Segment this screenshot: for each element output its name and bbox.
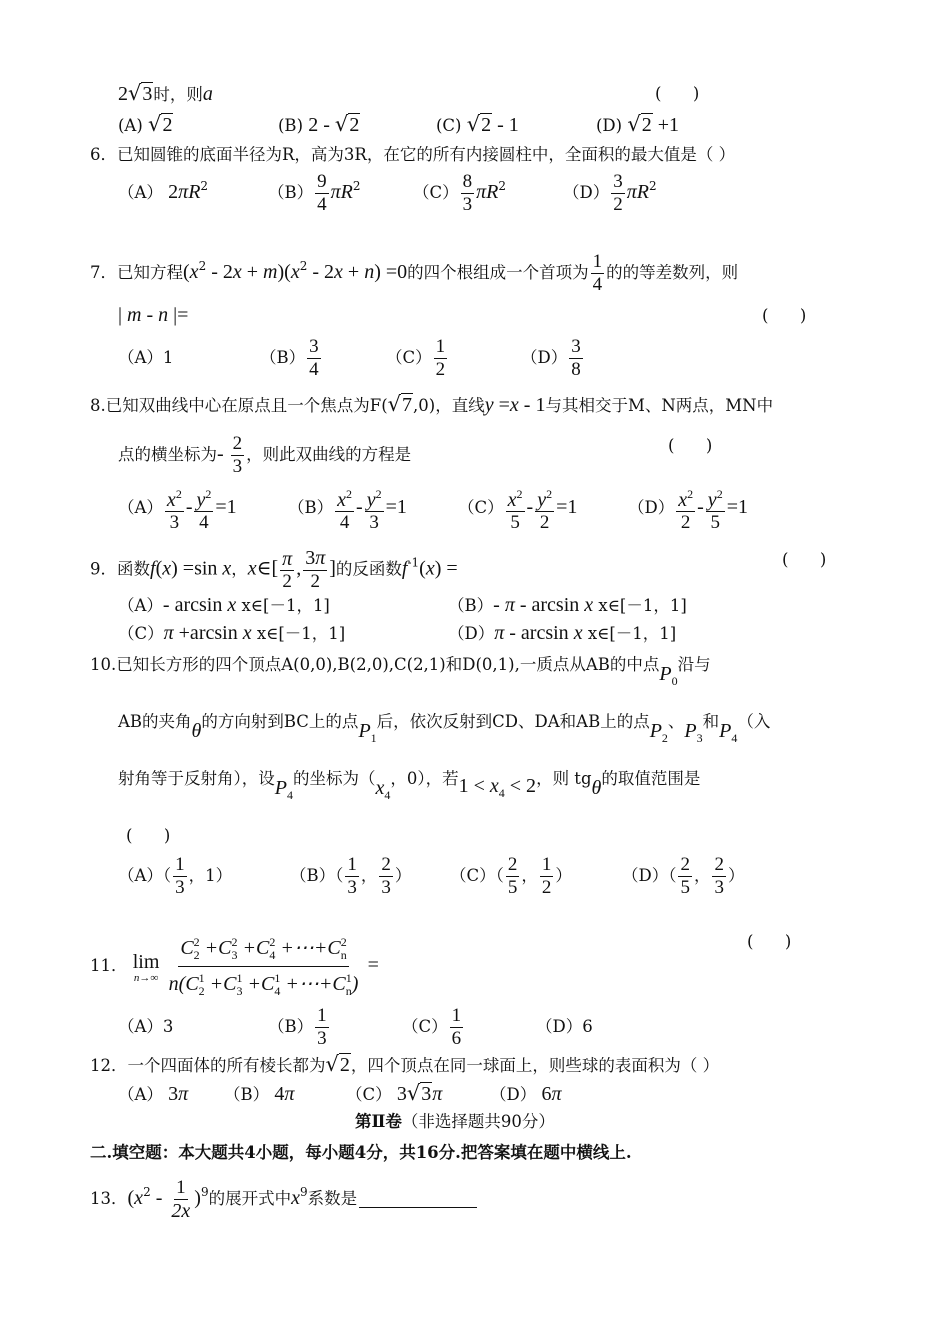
q9-options-row1: （A）- arcsin x x∈[－1，1] （B）- π - arcsin x x∈[－1，1] [118, 594, 687, 616]
q8-stem-2: 点的横坐标为- $\frac{2}{3}$ ，则此双曲线的方程是 [118, 433, 412, 477]
q5-option-c: (C) [436, 116, 462, 135]
q13-stem: 13．($x^2$ - $\frac{1}{2x}$ )$^9$的展开式中$x^9$系数是 [90, 1178, 477, 1221]
q11-options: （A）3 （B） $\frac{1}{3}$ （C） $\frac{1}{6}$ （D）6 [118, 1005, 593, 1049]
q11-stem: 11． lim n→∞ $\frac{C_2^2 +C_3^2 +C_4^2 +\cdots+C_n^2}{n(C_2^1 +C_3^1 +C_4^1 +\cdots+C_n^1)}$ = [90, 932, 379, 1001]
q5-option-a: (A) [118, 116, 143, 135]
q9-answer-paren: ( ) [782, 550, 827, 569]
q5-option-b: (B) [278, 116, 303, 135]
q11-answer-paren: ( ) [747, 932, 792, 951]
q8-answer-paren: ( ) [668, 436, 713, 455]
q8-stem: 8.已知双曲线中心在原点且一个焦点为F(√7,0)，直线y =x - 1与其相交于M、N两点，MN中 [90, 392, 774, 416]
q7-options: （A）1 （B） $\frac{3}{4}$ （C） $\frac{1}{2}$ （D） $\frac{3}{8}$ [118, 336, 581, 380]
q11-limit: lim n→∞ [132, 950, 160, 984]
q8-options: （A） $\frac{x^2}{3}$ - $\frac{y^2}{4}$ =1 （B） $\frac{x^2}{4}$ - $\frac{y^2}{3}$ =1 （C） $\frac{x^2}{5}$ - $\frac{y^2}{2}$ =1 （D） $\frac{x^2}{2}$ - $\frac{y^2}{5}$ =1 [118, 484, 748, 533]
q6-stem: 6．已知圆锥的底面半径为R，高为3R，在它的所有内接圆柱中，全面积的最大值是（ ） [90, 145, 736, 164]
q5-answer-paren: ( ) [655, 84, 700, 103]
q7-stem: 7．已知方程$(x^2 - 2x + m)(x^2 - 2x + n) =0$的四个根组成一个首项为 $\frac{1}{4}$ 的的等差数列，则 [90, 251, 739, 295]
q13-answer-blank[interactable] [359, 1207, 477, 1208]
q10-answer-paren: ( ) [126, 826, 171, 845]
q9-options-row2: （C）π +arcsin x x∈[－1，1] （D）π - arcsin x x∈[－1，1] [118, 622, 677, 644]
part2-heading: 第Ⅱ卷（非选择题共90分） [355, 1112, 555, 1131]
q10-line3: 射角等于反射角），设$P_4$的坐标为（$x_4$，0），若$1 < x_4 < 2$，则 tgθ的取值范围是 [118, 769, 701, 802]
q12-options: （A） 3π （B） 4π （C） 3√3π （D） 6π [118, 1081, 562, 1105]
q5-option-d: (D) [596, 116, 623, 135]
q7-answer-paren: ( ) [762, 306, 807, 325]
q10-line1: 10.已知长方形的四个顶点A(0,0),B(2,0),C(2,1)和D(0,1),一质点从AB的中点$P_0$沿与 [90, 655, 711, 688]
q5-options: (A) √2 (B) 2 - √2 (C) √2 - 1 (D) √2 +1 [118, 112, 680, 136]
q5-line: 2√3时，则a [118, 81, 213, 105]
q12-stem: 12．一个四面体的所有棱长都为√2，四个顶点在同一球面上，则些球的表面积为（ ） [90, 1052, 720, 1076]
q6-options: （A） $2\pi R^2$ （B） $\frac{9}{4}$ $\pi R^2$ （C） $\frac{8}{3}$ $\pi R^2$ （D） $\frac{3}{2}$ $\pi R^2$ [118, 171, 657, 215]
q9-stem: 9．函数f(x) =sin x，x∈[ $\frac{\pi}{2}$ , $\frac{3\pi}{2}$ ]的反函数$f^{-1}(x)$ = [90, 547, 458, 592]
q7-stem-2: | m - n |= [118, 304, 189, 326]
q10-line2: AB的夹角θ的方向射到BC上的点$P_1$后，依次反射到CD、DA和AB上的点$P_2$、$P_3$和$P_4$（入 [118, 712, 771, 745]
section2-instructions: 二.填空题：本大题共4小题，每小题4分，共16分.把答案填在题中横线上. [90, 1143, 632, 1162]
q10-options: （A）（ $\frac{1}{3}$ ，1） （B）（ $\frac{1}{3}$ ， $\frac{2}{3}$ ） （C）（ $\frac{2}{5}$ ， $\frac{1}{2}$ ） （D）（ $\frac{2}{5}$ ， $\frac{2}{3}$ ） [118, 854, 745, 898]
